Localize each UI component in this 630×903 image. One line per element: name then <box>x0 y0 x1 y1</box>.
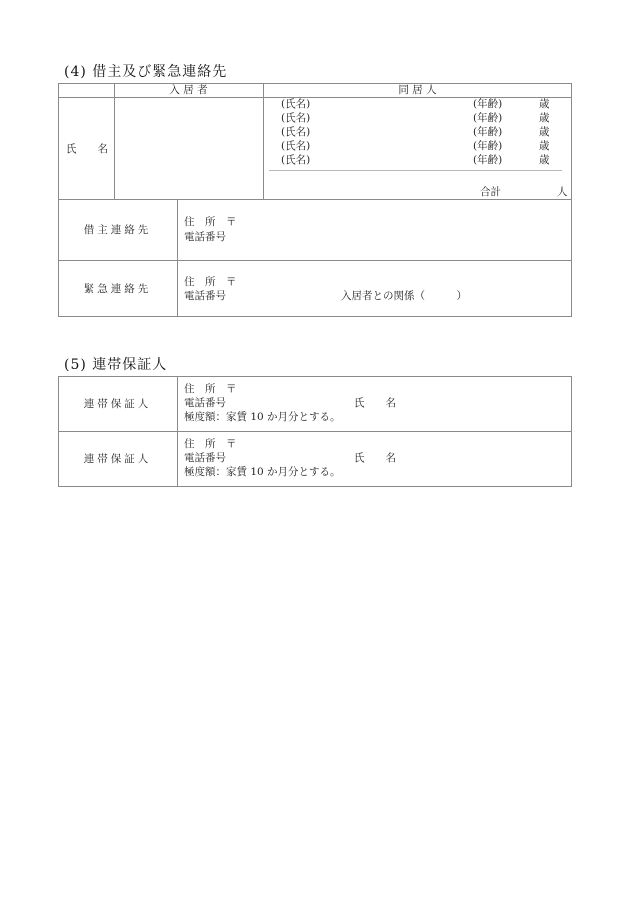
contact-divider <box>177 199 178 317</box>
emergency-address-label: 住 所 〒 <box>184 276 237 288</box>
total-unit: 人 <box>557 186 568 198</box>
guarantor-address-label: 住 所 〒 <box>184 383 237 395</box>
guarantor-name-label: 氏 名 <box>354 397 396 409</box>
resident-name-field[interactable] <box>115 98 262 198</box>
total-separator <box>269 170 562 171</box>
guarantor-row-divider <box>58 431 572 432</box>
cohabitant-age-label: (年齢) <box>473 140 503 152</box>
cohabitant-age-unit: 歳 <box>539 112 550 124</box>
name-row-divider <box>58 199 572 200</box>
contact-row-divider <box>58 260 572 261</box>
borrower-phone-label: 電話番号 <box>184 231 226 243</box>
cohabitant-name-label: (氏名) <box>281 140 311 152</box>
cohabitant-age-unit: 歳 <box>539 140 550 152</box>
guarantor-label: 連帯保証人 <box>83 398 152 410</box>
guarantor-phone-label: 電話番号 <box>184 452 226 464</box>
cohabitant-age-label: (年齢) <box>473 126 503 138</box>
emergency-contact-label: 緊急連絡先 <box>83 283 152 295</box>
cohabitant-age-label: (年齢) <box>473 112 503 124</box>
guarantor-phone-label: 電話番号 <box>184 397 226 409</box>
section-5-title: (5) 連帯保証人 <box>64 357 168 373</box>
total-label: 合計 <box>480 186 501 198</box>
cohabitant-age-label: (年齢) <box>473 98 503 110</box>
emergency-relation-label: 入居者との関係（ ） <box>341 290 467 302</box>
cohabitant-name-label: (氏名) <box>281 112 311 124</box>
header-cohabitant: 同 居 人 <box>398 84 437 96</box>
borrower-contact-label: 借主連絡先 <box>83 224 152 236</box>
guarantor-limit-text: 極度額：家賃 10 か月分とする。 <box>184 466 341 478</box>
resident-divider <box>263 83 264 199</box>
section-4-title: (4) 借主及び緊急連絡先 <box>64 64 228 80</box>
guarantor-label: 連帯保証人 <box>83 453 152 465</box>
borrower-address-label: 住 所 〒 <box>184 216 237 228</box>
cohabitant-age-unit: 歳 <box>539 98 550 110</box>
cohabitant-name-label: (氏名) <box>281 98 311 110</box>
cohabitant-age-label: (年齢) <box>473 154 503 166</box>
guarantor-address-label: 住 所 〒 <box>184 438 237 450</box>
guarantor-name-label: 氏 名 <box>354 452 396 464</box>
guarantor-limit-text: 極度額：家賃 10 か月分とする。 <box>184 411 341 423</box>
cohabitant-age-unit: 歳 <box>539 154 550 166</box>
emergency-phone-label: 電話番号 <box>184 290 226 302</box>
header-resident: 入 居 者 <box>169 84 208 96</box>
name-label: 氏 名 <box>66 143 108 155</box>
cohabitant-age-unit: 歳 <box>539 126 550 138</box>
cohabitant-name-label: (氏名) <box>281 126 311 138</box>
cohabitant-name-label: (氏名) <box>281 154 311 166</box>
